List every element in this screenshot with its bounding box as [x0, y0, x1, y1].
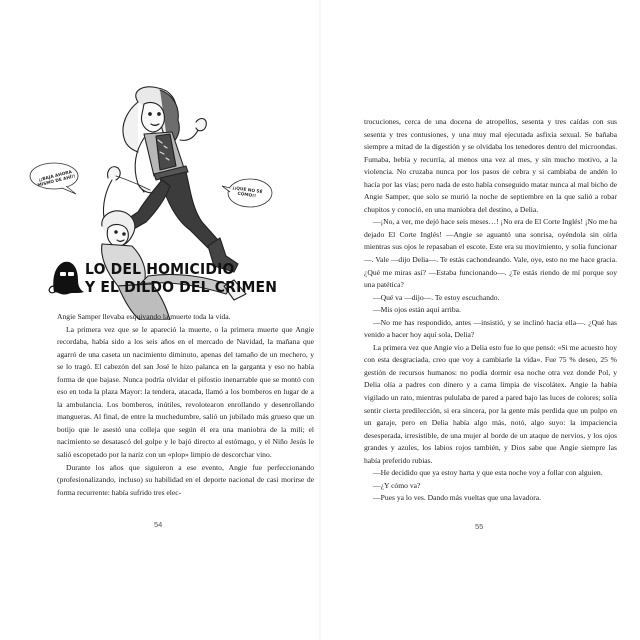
paragraph: Angie Samper llevaba esquivando la muerte toda la vida.: [57, 312, 231, 321]
speech-bubble-right-text: ¡¡QUE NO SÉ CÓMO!!: [232, 185, 263, 200]
paragraph: —¡No, a ver, me dejó hace seis meses…! ¡No era de El Corte Inglés! ¡No me ha dejado El Corte Inglés! —Angie se aguantó una sonrisa, oyéndola sin oírla mientras sus ojos le repasaban el escote. Este era su movimiento, y solía funcionar—. Vale —dijo Delia—. Te estás cachondeando. Vale, oye, esto no me hace gracia. ¿Qué me miras así? —Estaba funcionando—. ¿Te estás riendo de mí porque soy una patética?: [364, 217, 617, 290]
paragraph: —No me has respondido, antes —insistió, y se inclinó hacia ella—. ¿Qué has venido a hacer hoy aquí sola, Delia?: [364, 317, 617, 340]
chapter-title-line1: LO DEL HOMICIDIO: [85, 260, 235, 278]
page-number-left: 54: [154, 520, 163, 529]
paragraph: —¿Y cómo va?: [373, 480, 421, 490]
paragraph: Durante los años que siguieron a ese evento, Angie fue perfeccionando (profesionalizando, incluso) su habilidad en el deporte nacional de casi morirse de forma recurrente: había sufrido tres elec-: [57, 462, 314, 497]
right-page-body: [364, 116, 617, 505]
paragraph: trocuciones, cerca de una docena de atropellos, sesenta y tres caídas con sus sesenta y tres contusiones, y una muy mal ejecutada asfixia sexual. Se bañaba siempre a mitad de la digestión y se olvidaba los tenedores dentro del microondas. Fumaba, bebía y recurría, al menos una vez al mes, y sin mucho motivo, a la violencia. No cruzaba nunca por los pasos de cebra y si cambiaba de andén lo hacía por las vías; pero nada de esto había conseguido matar nunca al mal bicho de Angie Samper, que solo se murió la noche de septiembre en la que salió a robar chupitos y conoció, en una maniobra del destino, a Delia.: [364, 117, 617, 214]
paragraph: —Pues ya lo ves. Dando más vueltas que una lavadora.: [373, 493, 542, 503]
paragraph: —He decidido que ya estoy harta y que esta noche voy a follar con alguien.: [373, 468, 603, 478]
right-page: [320, 0, 640, 640]
paragraph: —Qué va —dijo—. Te estoy escuchando.: [373, 292, 500, 302]
left-page-body: [57, 311, 314, 499]
page-number-right: 55: [475, 522, 484, 531]
paragraph: —Mis ojos están aquí arriba.: [373, 305, 461, 315]
paragraph: La primera vez que se le apareció la muerte, o la primera muerte que Angie recordaba, había sido a los seis años en el mercado de Navidad, la mañana que agarró de una caseta un nacimiento diminuto, apenas del tamaño de un mechero, y se lo tragó. El cabezón del san José le hizo palanca en la garganta y eso no había forma de que bajase. Nunca podría olvidar el pifostio inenarrable que se montó con eso en toda la plaza Mayor: la tendera, atacada, llamó a los bomberos en lugar de a la ambulancia. Los bomberos, inútiles, revolotearon enrollando y desenrollando mangueras. Al final, de entre la muchedumbre, salió un jubilado más grueso que un botijo que le asestó una colleja que según él era una maniobra de la mili; el nacimiento se desatascó del golpe y le bajó directo al estómago, y el Niño Jesús le salió escopetado por la nariz con un «plop» limpio de descorchar vino.: [57, 324, 314, 460]
chapter-title-line2: Y EL DILDO DEL CRIMEN: [85, 278, 278, 296]
ghost-icon: [44, 258, 84, 296]
chapter-title: [85, 260, 277, 296]
speech-bubble-left-text: ¡¡BAJA AHORA MISMO DE AHÍ!!: [37, 169, 77, 189]
paragraph: La primera vez que Angie vio a Delia esto fue lo que pensó: «Si me acuesto hoy con esta desgraciada, creo que voy a cambiarle la vida». Fue 75 % deseo, 25 % gestión de recursos humanos: no podía dormir esa noche otra vez donde Pol, y Delia olía a padres con dinero y a cama limpia de viscolátex. Angie la había vigilado un rato, mientras pululaba de pared a pared bajo las luces de colores; solía sentir cierta predilección, si era sincera, por la gente más perdida que un pulpo en un garaje, pero en Delia había algo más, notó, algo suyo: la impaciencia desesperada, irresistible, de una mujer al borde de un ataque de nervios, y los ojos grandes y azules, los labios rojos también, y Dios sabe que Angie siempre las había preferido rubias.: [364, 342, 617, 465]
